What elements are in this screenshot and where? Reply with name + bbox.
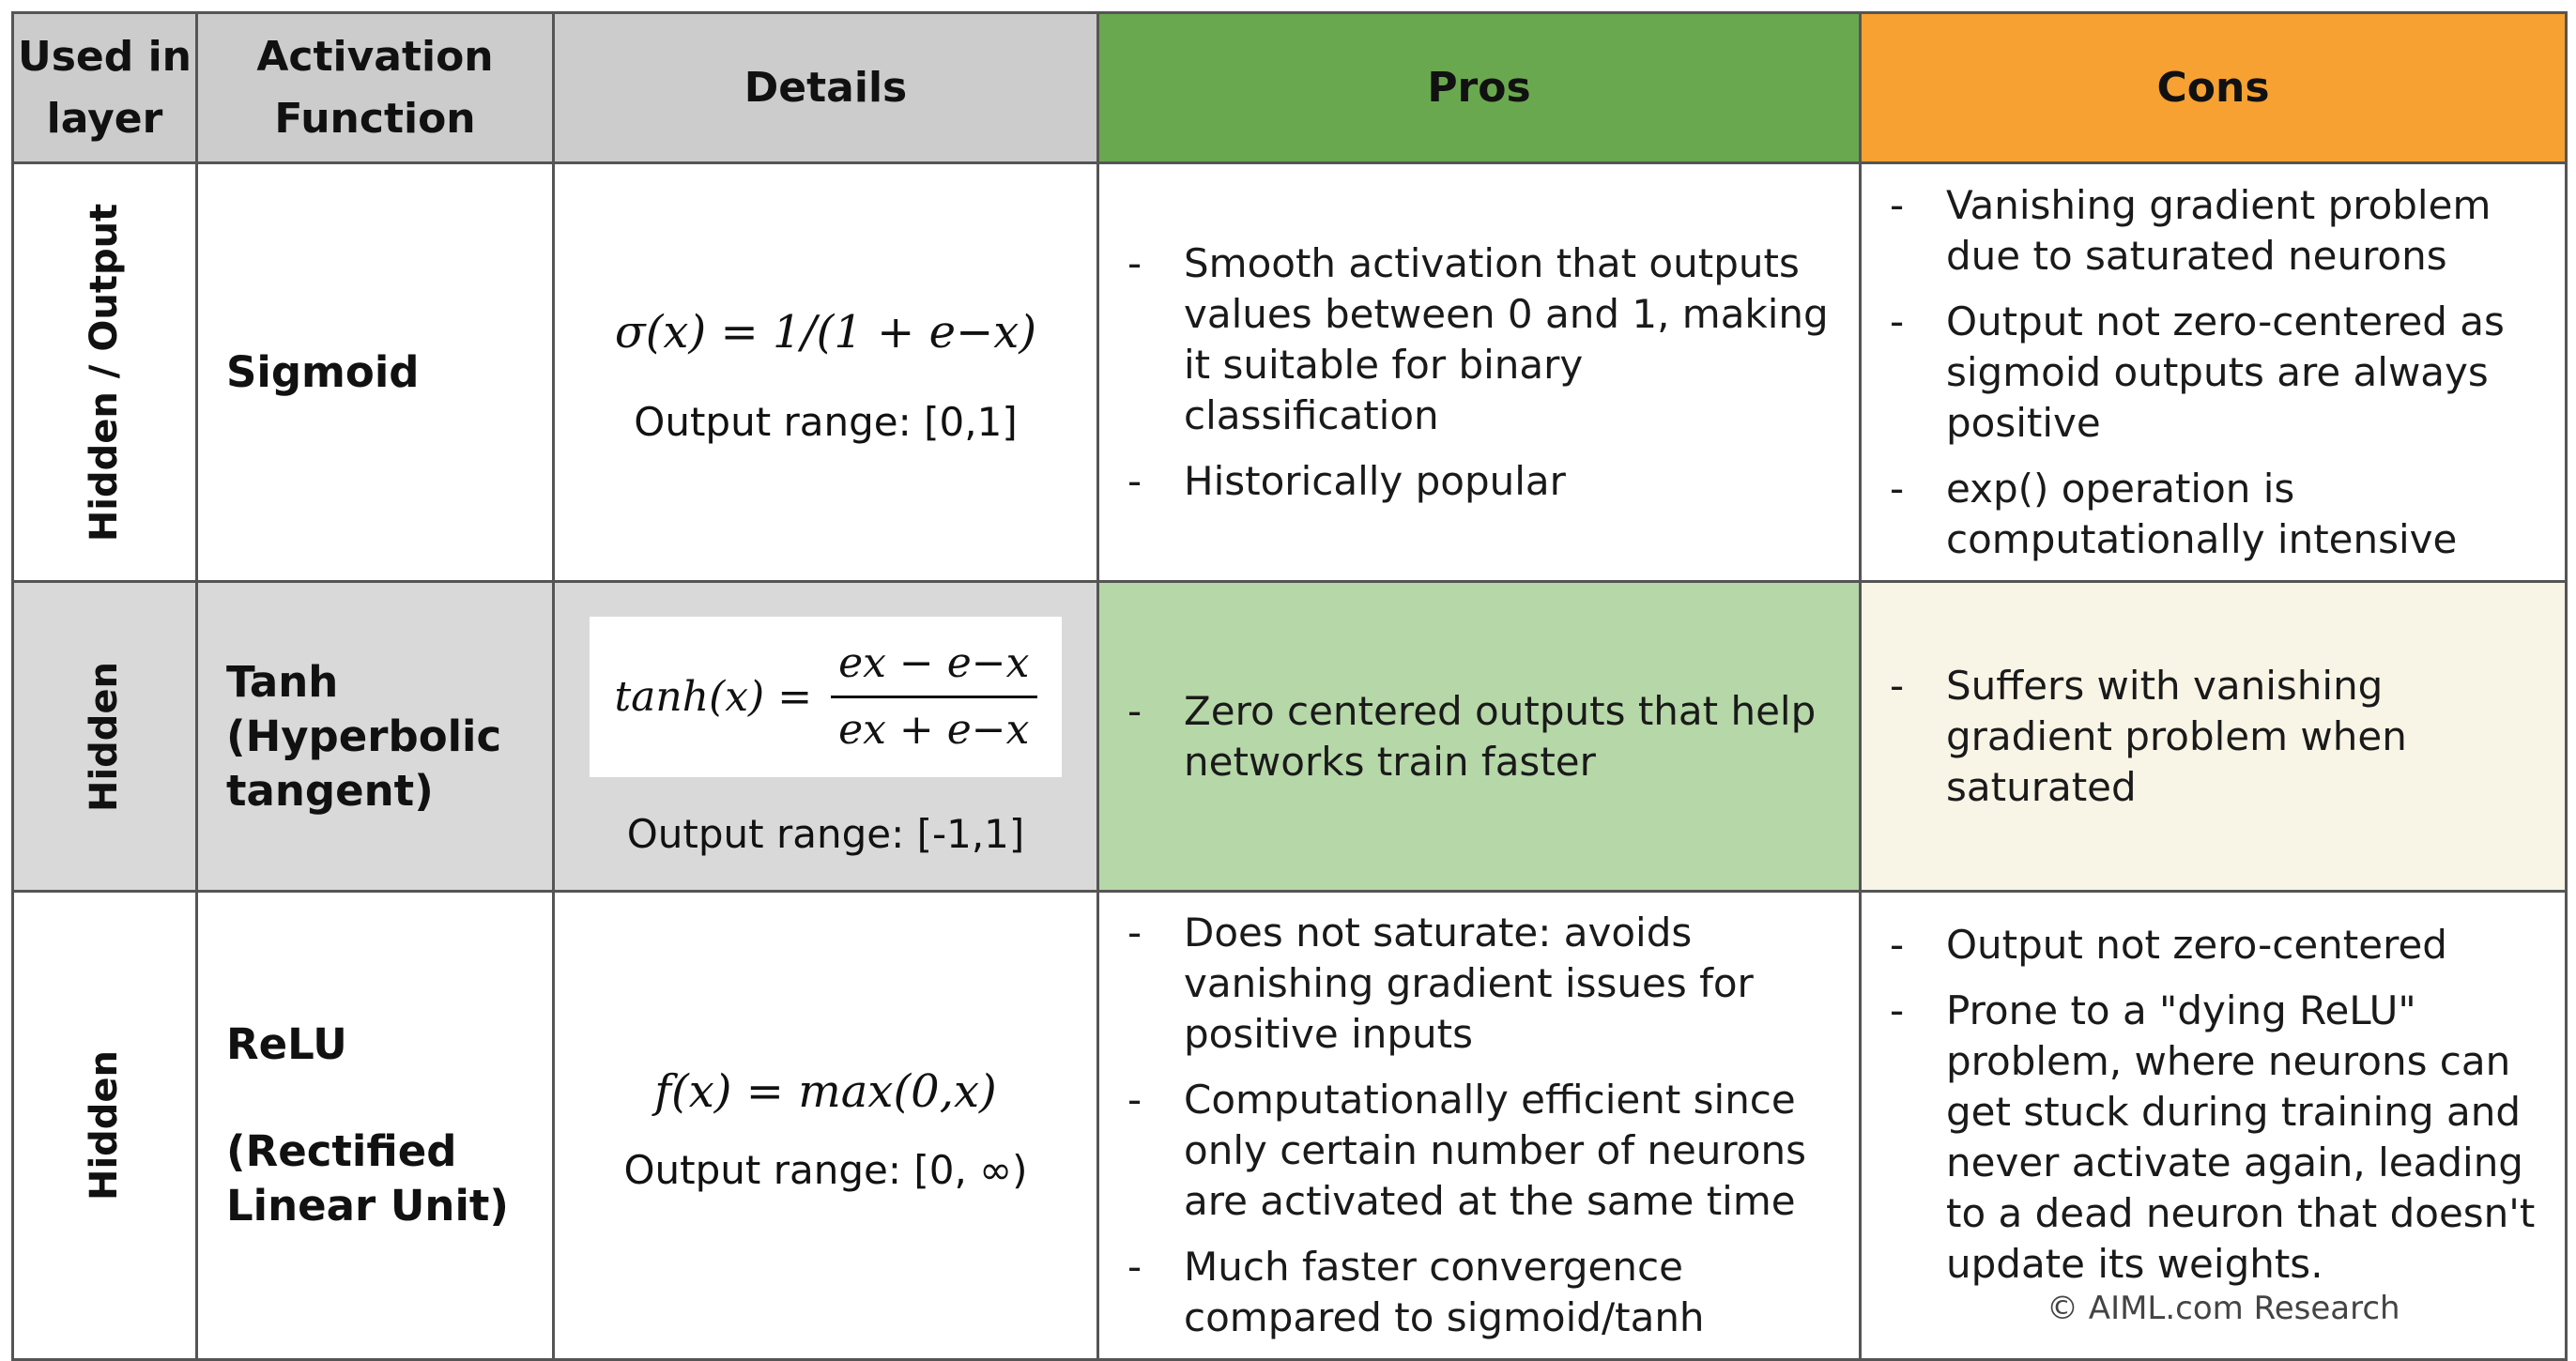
pros-cell bbox=[1098, 582, 1861, 892]
layer-label: Hidden bbox=[83, 1049, 127, 1201]
details-cell bbox=[554, 892, 1098, 1360]
header-activation-function: Activation Function bbox=[197, 13, 554, 163]
pros-item: - Zero centered outputs that help networks train faster bbox=[1127, 686, 1831, 788]
layer-cell bbox=[13, 892, 197, 1360]
header-pros: Pros bbox=[1098, 13, 1861, 163]
layer-cell bbox=[13, 582, 197, 892]
details-cell bbox=[554, 582, 1098, 892]
copyright-notice: © AIML.com Research bbox=[2047, 1290, 2400, 1327]
pros-item: - Does not saturate: avoids vanishing gradient issues for positive inputs bbox=[1127, 908, 1831, 1060]
pros-item: - Historically popular bbox=[1127, 456, 1831, 507]
cons-cell bbox=[1861, 163, 2567, 582]
cons-item: - Output not zero-centered as sigmoid outputs are always positive bbox=[1890, 297, 2537, 449]
pros-cell bbox=[1098, 163, 1861, 582]
layer-cell bbox=[13, 163, 197, 582]
cons-item: - exp() operation is computationally intensive bbox=[1890, 464, 2537, 565]
cons-item: - Suffers with vanishing gradient problem when saturated bbox=[1890, 661, 2537, 813]
output-range: Output range: [-1,1] bbox=[626, 810, 1025, 857]
pros-item: - Much faster convergence compared to sigmoid/tanh bbox=[1127, 1242, 1831, 1343]
function-cell bbox=[197, 163, 554, 582]
formula-denominator: ex + e−x bbox=[838, 705, 1030, 754]
function-subtitle: (Rectified Linear Unit) bbox=[226, 1126, 509, 1231]
cons-item: - Vanishing gradient problem due to saturated neurons bbox=[1890, 180, 2537, 282]
formula bbox=[590, 617, 1061, 777]
table-row bbox=[13, 582, 2567, 892]
cons-cell bbox=[1861, 582, 2567, 892]
header-cons: Cons bbox=[1861, 13, 2567, 163]
pros-item: - Computationally efficient since only certain number of neurons are activated at the same time bbox=[1127, 1075, 1831, 1227]
function-name: ReLU bbox=[226, 1019, 347, 1069]
layer-label: Hidden / Output bbox=[83, 203, 127, 542]
pros-item: - Smooth activation that outputs values between 0 and 1, making it suitable for binary classification bbox=[1127, 238, 1831, 441]
function-cell bbox=[197, 892, 554, 1360]
cons-item: - Prone to a "dying ReLU" problem, where neurons can get stuck during training and never activate again, leading to a dead neuron that doesn't update its weights. bbox=[1890, 986, 2537, 1290]
header-row bbox=[13, 13, 2567, 163]
header-used-in-layer: Used in layer bbox=[13, 13, 197, 163]
function-name: Tanh bbox=[226, 656, 339, 707]
pros-cell bbox=[1098, 892, 1861, 1360]
formula-numerator: ex − e−x bbox=[831, 637, 1036, 698]
formula: f(x) = max(0,x) bbox=[654, 1064, 997, 1118]
table-row bbox=[13, 163, 2567, 582]
details-cell bbox=[554, 163, 1098, 582]
cons-item: - Output not zero-centered bbox=[1890, 920, 2537, 971]
function-cell bbox=[197, 582, 554, 892]
output-range: Output range: [0,1] bbox=[634, 399, 1018, 445]
comparison-table bbox=[11, 11, 2568, 1361]
output-range: Output range: [0, ∞) bbox=[623, 1146, 1028, 1193]
formula: σ(x) = 1/(1 + e−x) bbox=[614, 306, 1037, 359]
function-name: Sigmoid bbox=[226, 346, 420, 397]
function-subtitle: (Hyperbolic tangent) bbox=[226, 711, 502, 816]
formula-lhs: tanh(x) = bbox=[614, 672, 813, 721]
header-details: Details bbox=[554, 13, 1098, 163]
layer-label: Hidden bbox=[83, 661, 127, 812]
formula-fraction bbox=[831, 637, 1036, 757]
